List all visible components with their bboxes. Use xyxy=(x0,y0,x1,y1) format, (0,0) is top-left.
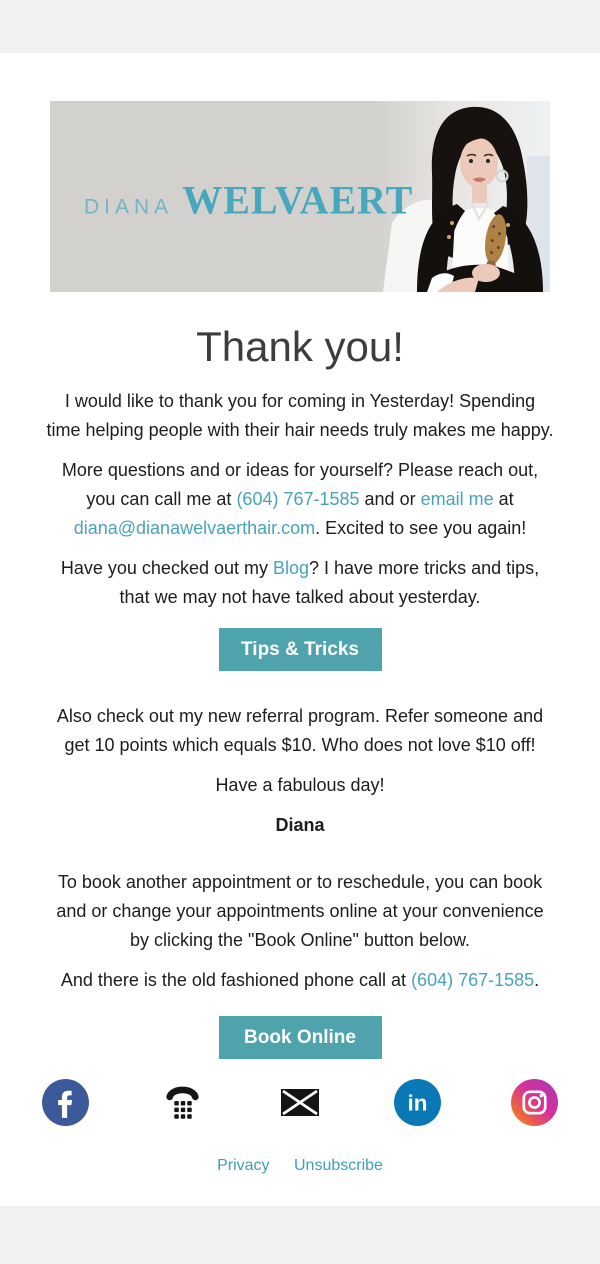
para-booking xyxy=(22,868,578,955)
phone-icon[interactable] xyxy=(157,1077,208,1128)
para-blog xyxy=(22,554,578,612)
text-run: time helping people with their hair needs truly makes me happy. xyxy=(46,420,554,440)
brand-name-last: WELVAERT xyxy=(182,176,414,222)
text-run: get 10 points which equals $10. Who does not love $10 off! xyxy=(64,735,536,755)
text-run: that we may not have talked about yesterday. xyxy=(119,587,481,607)
text-run: . xyxy=(534,970,540,990)
intro-paragraphs xyxy=(22,387,578,612)
para-referral xyxy=(22,702,578,760)
para-signature xyxy=(22,811,578,840)
para-contact xyxy=(22,456,578,543)
para-fabulous xyxy=(22,771,578,800)
text-run: . Excited to see you again! xyxy=(315,518,527,538)
text-link[interactable]: email me xyxy=(420,489,494,509)
text-run: Also check out my new referral program. Refer someone and xyxy=(56,706,544,726)
text-run: ? I have more tricks and tips, xyxy=(309,558,540,578)
email-icon[interactable] xyxy=(275,1077,326,1128)
text-run: More questions and or ideas for yourself? Please reach out, xyxy=(61,460,539,480)
text-run: Have a fabulous day! xyxy=(215,775,385,795)
text-link[interactable]: (604) 767-1585 xyxy=(236,489,360,509)
text-run: To book another appointment or to reschedule, you can book xyxy=(57,872,543,892)
brand-logo xyxy=(84,176,413,223)
para-phone xyxy=(22,966,578,995)
outro-paragraphs xyxy=(22,702,578,995)
text-run: and or xyxy=(359,489,421,509)
privacy-link[interactable]: Privacy xyxy=(217,1157,270,1174)
text-link[interactable]: Blog xyxy=(272,558,310,578)
email-body xyxy=(0,53,600,1206)
text-run: and or change your appointments online at your convenience xyxy=(56,901,544,921)
text-run: I would like to thank you for coming in Yesterday! Spending xyxy=(64,391,536,411)
text-link[interactable]: diana@dianawelvaerthair.com xyxy=(73,518,316,538)
facebook-icon[interactable] xyxy=(40,1077,91,1128)
book-online-button[interactable]: Book Online xyxy=(219,1016,382,1059)
text-run: at xyxy=(493,489,514,509)
page-top-margin xyxy=(0,0,600,53)
unsubscribe-link[interactable]: Unsubscribe xyxy=(293,1157,383,1174)
page-title: Thank you! xyxy=(196,323,404,370)
social-icons-row xyxy=(0,1077,600,1128)
footer-links xyxy=(0,1157,600,1175)
text-run: you can call me at xyxy=(86,489,237,509)
text-run: by clicking the "Book Online" button below. xyxy=(130,930,470,950)
text-run: And there is the old fashioned phone call at xyxy=(60,970,412,990)
instagram-icon[interactable] xyxy=(509,1077,560,1128)
tips-and-tricks-button[interactable]: Tips & Tricks xyxy=(219,628,382,671)
text-run: Have you checked out my xyxy=(60,558,273,578)
para-thanks-intro xyxy=(22,387,578,445)
linkedin-icon[interactable] xyxy=(392,1077,443,1128)
svg-text:in: in xyxy=(407,1090,428,1116)
signature-text: Diana xyxy=(275,815,325,835)
text-link[interactable]: (604) 767-1585 xyxy=(411,970,535,990)
brand-name-first: DIANA xyxy=(84,194,174,218)
header-banner-image xyxy=(50,101,550,292)
